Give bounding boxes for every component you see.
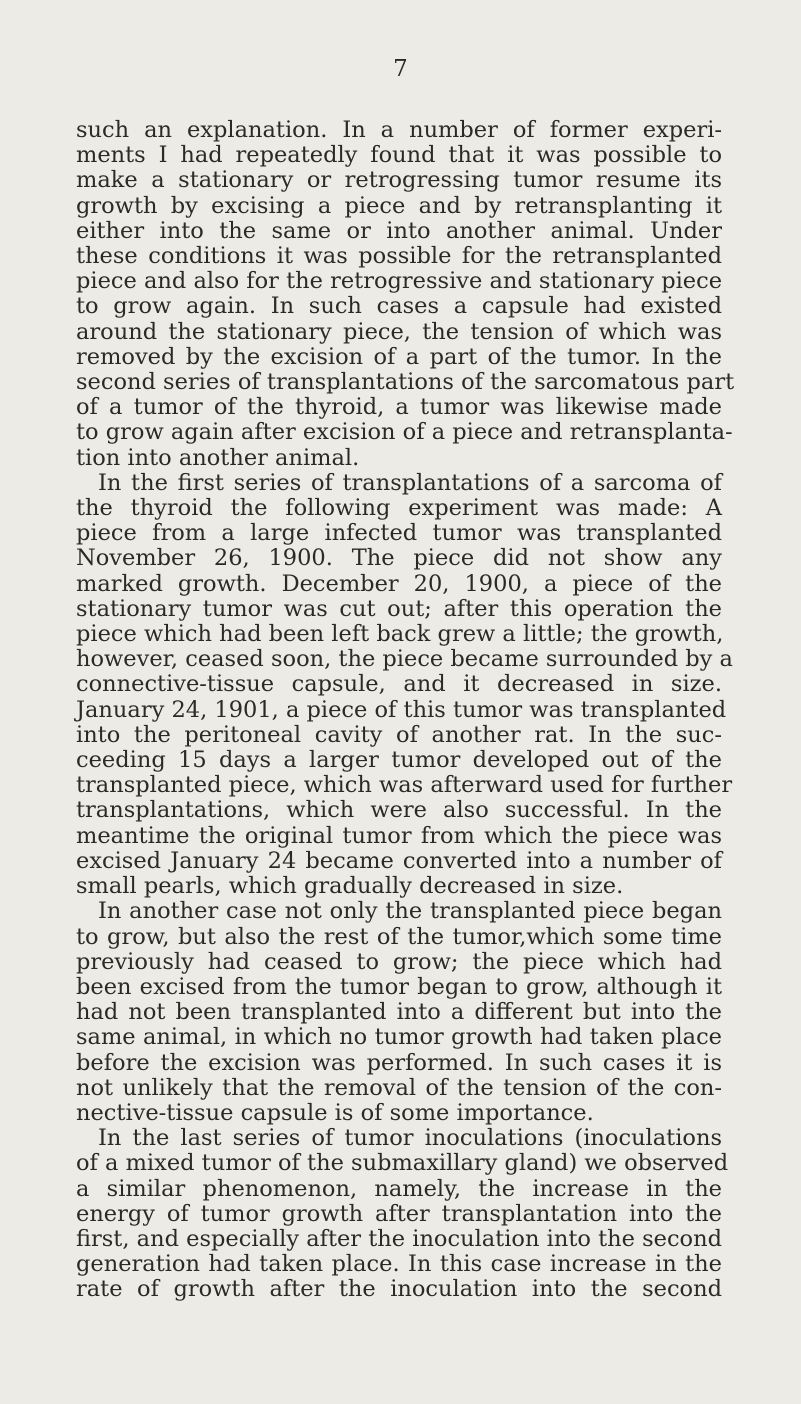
text-line: however, ceased soon, the piece became surrounded by a: [76, 646, 733, 673]
body-text: [76, 117, 735, 1303]
text-line: not unlikely that the removal of the tension of the con-: [76, 1074, 722, 1101]
text-line: previously had ceased to grow; the piece which had: [76, 948, 722, 975]
text-line: In the first series of transplantations of a sarcoma of: [98, 469, 722, 496]
text-line: make a stationary or retrogressing tumor resume its: [76, 167, 722, 194]
text-line: excised January 24 became converted into a number of: [76, 847, 722, 874]
text-line: In another case not only the transplanted piece began: [98, 898, 722, 925]
text-line: been excised from the tumor began to grow, although it: [76, 973, 722, 1000]
text-line: piece which had been left back grew a little; the growth,: [76, 621, 724, 648]
text-line: marked growth. December 20, 1900, a piece of the: [76, 570, 722, 597]
text-line: meantime the original tumor from which the piece was: [76, 822, 722, 849]
text-line: same animal, in which no tumor growth had taken place: [76, 1024, 722, 1051]
page-number: 7: [393, 56, 408, 82]
text-line: tion into another animal.: [76, 444, 360, 471]
text-line: piece from a large infected tumor was transplanted: [76, 520, 722, 547]
text-line: into the peritoneal cavity of another rat. In the suc-: [76, 721, 722, 748]
text-line: connective-tissue capsule, and it decreased in size.: [76, 671, 722, 698]
text-line: to grow again. In such cases a capsule had existed: [76, 293, 722, 320]
text-line: either into the same or into another animal. Under: [76, 217, 722, 244]
text-line: such an explanation. In a number of former experi-: [76, 117, 722, 143]
text-line: small pearls, which gradually decreased in size.: [76, 873, 624, 900]
text-line: transplantations, which were also successful. In the: [76, 797, 722, 824]
text-line: these conditions it was possible for the retransplanted: [76, 243, 722, 270]
text-line: the thyroid the following experiment was made: A: [76, 495, 722, 522]
text-line: first, and especially after the inoculation into the second: [76, 1225, 722, 1252]
text-line: generation had taken place. In this case increase in the: [76, 1251, 722, 1278]
text-line: had not been transplanted into a different but into the: [76, 999, 722, 1026]
text-line: of a tumor of the thyroid, a tumor was likewise made: [76, 394, 722, 421]
text-line: nective-tissue capsule is of some importance.: [76, 1099, 594, 1126]
text-line: before the excision was performed. In such cases it is: [76, 1049, 722, 1076]
text-line: ments I had repeatedly found that it was possible to: [76, 142, 722, 169]
text-line: removed by the excision of a part of the tumor. In the: [76, 343, 722, 370]
text-line: a similar phenomenon, namely, the increase in the: [76, 1175, 722, 1202]
text-line: to grow again after excision of a piece and retransplanta-: [76, 419, 733, 446]
text-line: of a mixed tumor of the submaxillary gland) we observed: [76, 1150, 729, 1177]
text-line: around the stationary piece, the tension of which was: [76, 318, 722, 345]
text-line: rate of growth after the inoculation into the second: [76, 1276, 722, 1303]
text-line: growth by excising a piece and by retransplanting it: [76, 192, 722, 219]
text-line: stationary tumor was cut out; after this operation the: [76, 595, 722, 622]
text-line: ceeding 15 days a larger tumor developed out of the: [76, 747, 722, 774]
text-line: In the last series of tumor inoculations (inoculations: [98, 1125, 722, 1152]
text-line: November 26, 1900. The piece did not show any: [76, 545, 722, 572]
text-line: January 24, 1901, a piece of this tumor was transplanted: [76, 696, 727, 723]
text-line: transplanted piece, which was afterward used for further: [76, 772, 733, 799]
text-line: to grow, but also the rest of the tumor,which some time: [76, 923, 722, 950]
text-line: piece and also for the retrogressive and stationary piece: [76, 268, 723, 295]
text-line: second series of transplantations of the sarcomatous part: [76, 369, 735, 396]
text-line: energy of tumor growth after transplantation into the: [76, 1200, 722, 1227]
